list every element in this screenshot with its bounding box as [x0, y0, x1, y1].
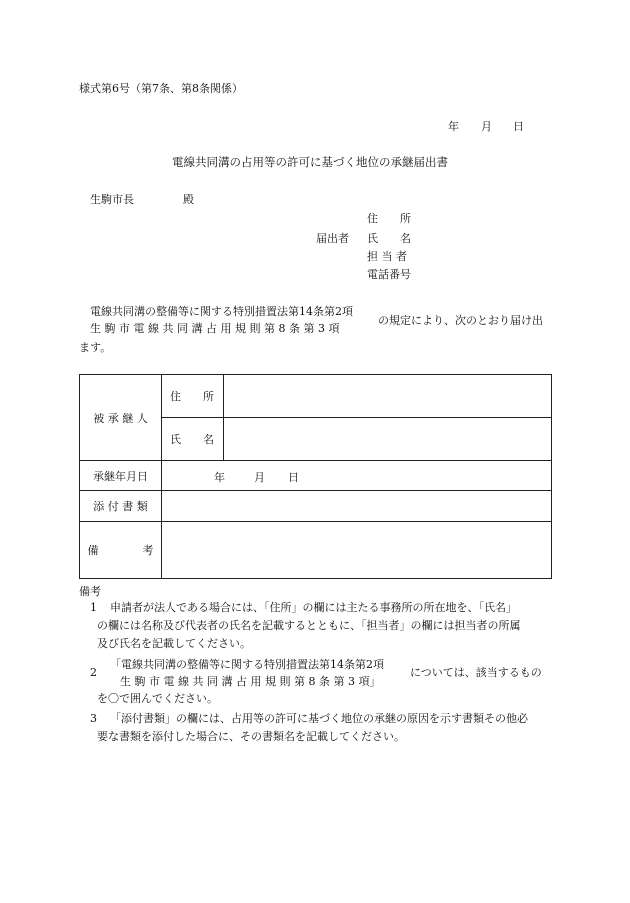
remarks-field[interactable] [162, 522, 552, 579]
heir-address-label: 住 所 [170, 390, 214, 403]
date-year-label: 年 [448, 120, 459, 133]
heir-label-cell [80, 375, 162, 461]
note-2-option-law: 「電線共同溝の整備等に関する特別措置法第14条第2項 [110, 658, 384, 671]
succession-date-label: 承継年月日 [93, 469, 148, 483]
intro-wrap: ます。 [79, 341, 112, 354]
date-day-label: 日 [513, 120, 524, 133]
note-2-line-3: を〇で囲んでください。 [97, 692, 218, 705]
applicant-phone-label: 電話番号 [367, 268, 411, 281]
applicant-name-label: 氏 名 [367, 232, 411, 245]
applicant-contact-label: 担 当 者 [367, 250, 407, 263]
note-1-line-3: 及び氏名を記載してください。 [97, 637, 251, 650]
note-3-line-1: 「添付書類」の欄には、占用等の許可に基づく地位の承継の原因を示す書類その他必 [110, 712, 528, 725]
succession-date-year: 年 [214, 471, 225, 484]
date-month-label: 月 [481, 120, 492, 133]
note-2-tail: については、該当するもの [410, 666, 542, 679]
note-1-line-2: の欄には名称及び代表者の氏名を記載するとともに、「担当者」の欄には担当者の所属 [97, 619, 521, 632]
addressee-honorific: 殿 [183, 193, 194, 206]
addressee-name: 生駒市長 [90, 193, 134, 206]
applicant-address-label: 住 所 [367, 212, 411, 225]
heir-label: 被 承 継 人 [93, 411, 148, 425]
attachments-field[interactable] [162, 491, 552, 522]
succession-date-day: 日 [288, 471, 299, 484]
succession-date-field[interactable] [162, 461, 552, 491]
remarks-label-cell [80, 522, 162, 579]
intro-tail: の規定により、次のとおり届け出 [378, 314, 543, 327]
heir-name-label-cell [162, 418, 224, 461]
applicant-label: 届出者 [316, 232, 349, 245]
document-title: 電線共同溝の占用等の許可に基づく地位の承継届出書 [172, 155, 448, 169]
heir-address-field[interactable] [224, 375, 552, 418]
succession-date-label-cell [80, 461, 162, 491]
remarks-label: 備 考 [87, 544, 154, 557]
note-2-option-rule: 生 駒 市 電 線 共 同 溝 占 用 規 則 第 8 条 第 3 項」 [120, 675, 381, 688]
note-2-number: 2 [90, 666, 97, 679]
note-1-number: 1 [90, 601, 97, 614]
heir-address-label-cell [162, 375, 224, 418]
note-3-line-2: 要な書類を添付した場合に、その書類名を記載してください。 [97, 730, 405, 743]
notes-heading: 備考 [79, 585, 101, 598]
succession-table [79, 374, 552, 579]
attachments-label: 添 付 書 類 [93, 500, 148, 513]
heir-name-field[interactable] [224, 418, 552, 461]
note-1-line-1: 申請者が法人である場合には、「住所」の欄には主たる事務所の所在地を、「氏名」 [110, 601, 517, 614]
intro-option-law: 電線共同溝の整備等に関する特別措置法第14条第2項 [90, 305, 353, 318]
attachments-label-cell [80, 491, 162, 522]
intro-option-rule: 生 駒 市 電 線 共 同 溝 占 用 規 則 第 8 条 第 3 項 [90, 322, 340, 335]
heir-name-label: 氏 名 [170, 433, 214, 446]
form-number: 様式第6号（第7条、第8条関係） [79, 82, 243, 95]
note-3-number: 3 [90, 712, 97, 725]
succession-date-month: 月 [254, 471, 265, 484]
